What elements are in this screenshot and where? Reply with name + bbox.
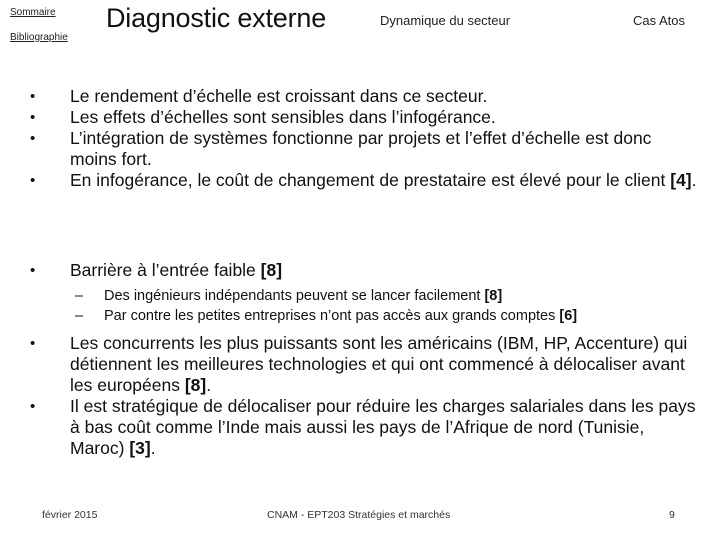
bullet-text (70, 333, 700, 396)
dash-icon: – (75, 288, 84, 304)
bullet-text-end: . (691, 170, 697, 190)
sub-bullet-text (104, 286, 502, 306)
list-item (30, 86, 700, 107)
footer-course: CNAM - EPT203 Stratégies et marchés (267, 509, 451, 521)
citation-ref: [8] (484, 288, 503, 304)
bullet-icon: • (30, 398, 36, 415)
bullet-text-main: Barrière à l’entrée faible (70, 260, 261, 280)
list-item (30, 128, 700, 170)
sub-bullet-text-main: Des ingénieurs indépendants peuvent se lancer facilement (104, 288, 485, 304)
list-item (30, 396, 700, 459)
bullet-icon: • (30, 262, 36, 279)
bullet-icon: • (30, 109, 36, 126)
bullet-text-main: Il est stratégique de délocaliser pour réduire les charges salariales dans les pays à bas coût comme l’Inde mais aussi les pays de l’Afrique de nord (Tunisie, Maroc) (70, 396, 696, 458)
citation-ref: [4] (670, 170, 692, 190)
bullet-icon: • (30, 172, 36, 189)
bullet-list-barriere (30, 260, 700, 281)
bullet-text: Les effets d’échelles sont sensibles dans l’infogérance. (70, 107, 496, 127)
bullet-list-2 (30, 333, 700, 459)
list-item (30, 170, 700, 191)
sub-list-item (75, 286, 705, 306)
page-title: Diagnostic externe (106, 3, 327, 33)
dynamique-secteur-link[interactable]: Dynamique du secteur (380, 13, 511, 28)
page-number: 9 (669, 509, 675, 521)
bullet-text-end: . (206, 375, 212, 395)
citation-ref: [8] (260, 260, 283, 280)
bullet-text-main: Les concurrents les plus puissants sont les américains (IBM, HP, Accenture) qui détiennent les meilleures technologies et qui ont commencé à délocaliser avant les européens (70, 333, 688, 395)
sub-bullet-text (104, 306, 577, 326)
bibliographie-link[interactable]: Bibliographie (10, 32, 68, 43)
sub-bullet-text-main: Par contre les petites entreprises n’ont pas accès aux grands comptes (104, 308, 560, 324)
list-item (30, 107, 700, 128)
cas-atos-link[interactable]: Cas Atos (633, 13, 686, 28)
citation-ref: [6] (559, 308, 578, 324)
citation-ref: [3] (129, 438, 151, 458)
bullet-text (70, 396, 700, 459)
sub-bullet-list (75, 286, 705, 326)
footer-date: février 2015 (42, 509, 98, 521)
sub-list-item (75, 306, 705, 326)
bullet-text: L’intégration de systèmes fonctionne par projets et l’effet d’échelle est donc moins fort. (70, 128, 652, 169)
bullet-text-end: . (150, 438, 156, 458)
dash-icon: – (75, 308, 84, 324)
bullet-list-1 (30, 86, 700, 191)
bullet-icon: • (30, 335, 36, 352)
bullet-icon: • (30, 88, 36, 105)
bullet-text-main: En infogérance, le coût de changement de prestataire est élevé pour le client (70, 170, 671, 190)
list-item (30, 333, 700, 396)
citation-ref: [8] (184, 375, 207, 395)
list-item (30, 260, 700, 281)
bullet-text (70, 260, 700, 281)
bullet-text (70, 170, 700, 191)
bullet-text: Le rendement d’échelle est croissant dans ce secteur. (70, 86, 488, 106)
sommaire-link[interactable]: Sommaire (10, 7, 56, 18)
bullet-icon: • (30, 130, 36, 147)
